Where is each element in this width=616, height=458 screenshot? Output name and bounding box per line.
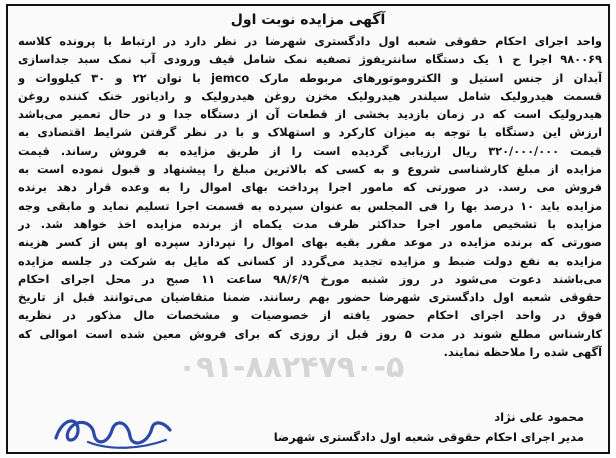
- notice-line: مزایده با تشخیص مامور اجرا حداکثر ظرف مدت یکماه از برنده مزایده اخذ خواهد شد. در: [18, 216, 602, 231]
- notice-line: مزایده به نفع دولت ضبط و مزایده تجدید می‌گردد از کسانی که مایل به شرکت در جلسه مزایده: [18, 253, 602, 268]
- notice-line: حقوقی شعبه اول دادگستری شهرضا حضور بهم رسانند. ضمنا متقاضیان می‌توانند قبل از تاریخ: [18, 290, 602, 305]
- notice-frame: [6, 4, 610, 454]
- notice-line: هیدرولیک است که در زمان بازدید بخشی از قطعات آن از دستگاه جدا و در حال تعمیر می‌باشد: [18, 107, 602, 122]
- notice-body: [18, 32, 602, 361]
- notice-line: صورتی که برنده مزایده در موعد مقرر بقیه بهای اموال را نپردازد سپرده او پس از کسر هزینه: [18, 235, 602, 250]
- notice-title: آگهی مزایده نوبت اول: [230, 12, 386, 28]
- signatory-name: محمود علی نژاد: [494, 410, 584, 424]
- notice-line: قسمت هیدرولیک شامل سیلندر هیدرولیک مخزن روغن هیدرولیک و رادیاتور خنک کننده روغن: [18, 88, 602, 103]
- notice-line: آبدان از جنس استیل و الکتروموتورهای مربوطه مارک jemco با توان ۲۲ و ۳۰ کیلووات و: [18, 70, 602, 85]
- notice-line: کارشناس مطلع شوند در مدت ۵ روز قبل از روزی که برای فروش معین شده است اموالی که: [18, 326, 602, 341]
- notice-line: آگهی شده را ملاحظه نمایند.: [443, 345, 602, 360]
- notice-line: ۹۸۰۰۶۹ اجرا ح ۱ یک دستگاه سانتریفوژ تصفیه نمک شامل قیف ورودی آب نمک سبد جداسازی: [18, 52, 602, 67]
- notice-line: ارزش این دستگاه با توجه به میزان کارکرد و استهلاک و با در نظر گرفتن شرایط اقتصادی به: [18, 125, 602, 140]
- notice-line: فوق در واحد اجرای احکام حضور یافته از خصوصیات و مشخصات مال مذکور در نظریه: [18, 308, 602, 323]
- notice-line: فروش می رسد. در صورتی که مامور اجرا پرداخت بهای اموال را به وعده قرار دهد برنده: [18, 180, 602, 195]
- signatory-title: مدیر اجرای احکام حقوقی شعبه اول دادگستری شهرضا: [273, 430, 584, 444]
- notice-line: مزایده باید ۱۰ درصد بها را فی المجلس به عنوان سپرده به قسمت اجرا تسلیم نماید و مابقی وجه: [18, 198, 602, 213]
- notice-line: مزایده از مبلغ کارشناسی شروع و به کسی که بالاترین مبلغ را پیشنهاد و قبول نموده است به: [18, 162, 602, 177]
- notice-line: واحد اجرای احکام حقوقی شعبه اول دادگستری شهرضا در نظر دارد در ارتباط با پرونده کلاسه: [18, 34, 602, 48]
- notice-line: قیمت ۳۲۰/۰۰۰/۰۰۰ ریال ارزیابی گردیده است را از طریق مزایده به فروش رساند. قیمت: [18, 143, 602, 158]
- notice-line: می‌باشند دعوت می‌شود در روز شنبه مورخ ۹۸/۶/۹ ساعت ۱۱ صبح در محل اجرای احکام: [18, 271, 602, 286]
- handwritten-signature: [48, 404, 178, 456]
- phone-watermark: ۰۹۱-۸۸۲۴۷۹۰-۵: [178, 350, 405, 385]
